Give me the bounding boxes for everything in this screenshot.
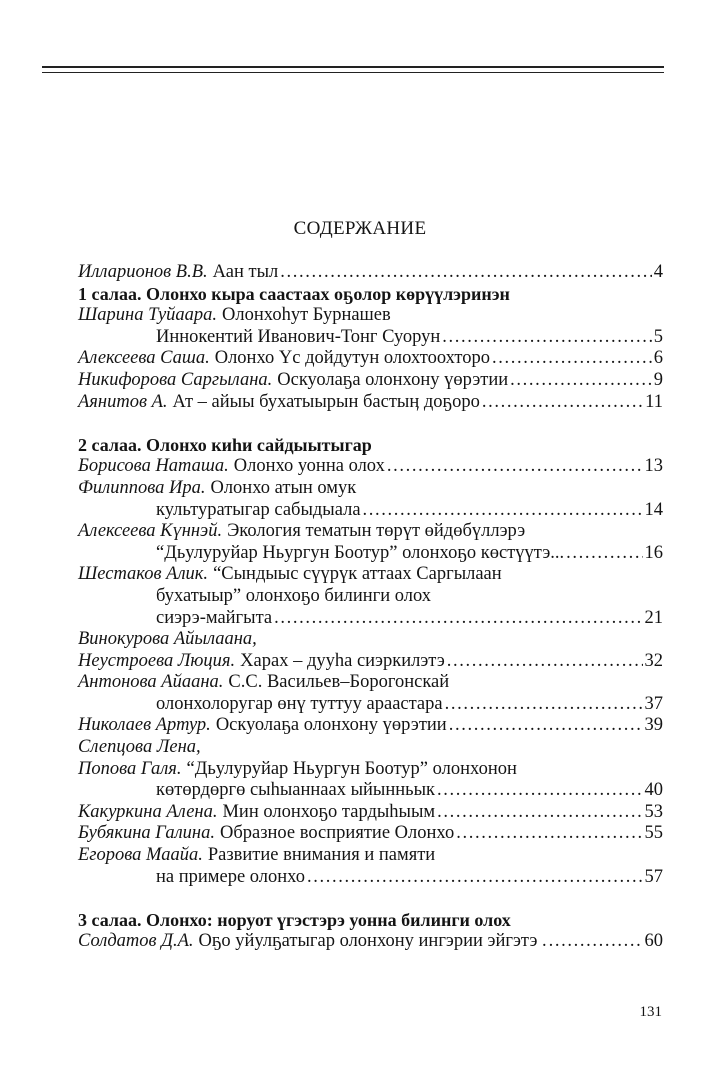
entry-title: Оҕо уйулҕатыгар олонхону ингэрии эйгэтэ . — [198, 931, 547, 952]
entry-page: 32 — [644, 650, 663, 671]
toc-entry — [78, 651, 663, 673]
entry-author: Никифорова Саргылана. — [78, 369, 273, 390]
entry-title: Ат – айыы бухатыырын бастыӊ доҕоро — [172, 391, 480, 412]
entry-title: Мин олонхоҕо тардыһыым — [222, 801, 436, 822]
entry-title: Аан тыл — [212, 262, 279, 282]
entry-title: Олонхо уонна олох — [233, 456, 385, 477]
toc-entry — [78, 262, 663, 284]
toc-entry — [78, 500, 663, 522]
toc-entry — [78, 672, 663, 694]
dot-leader — [307, 867, 643, 889]
entry-author: Бубякина Галина. — [78, 823, 215, 844]
entry-title: сиэрэ-майгыта — [156, 607, 273, 628]
entry-author: Николаев Артур. — [78, 715, 211, 736]
entry-author: Антонова Айаана. — [78, 672, 224, 693]
dot-leader — [445, 694, 643, 716]
entry-author: Аянитов А. — [78, 391, 168, 412]
toc-entry — [78, 802, 663, 824]
entry-page: 14 — [644, 499, 663, 520]
entry-author: Шестаков Алик. — [78, 564, 209, 585]
entry-author: Попова Галя. — [78, 758, 182, 779]
entry-title: олонхолоругар өнү туттуу араастара — [156, 693, 443, 714]
entry-author: Винокурова Айылаана, — [78, 629, 257, 650]
entry-author: Алексеева Саша. — [78, 348, 210, 369]
entry-title: Экология тематын төрүт өйдөбүллэрэ — [227, 521, 526, 542]
entry-author: Шарина Туйаара. — [78, 305, 218, 326]
toc-entry — [78, 780, 663, 802]
entry-page: 13 — [644, 456, 663, 477]
dot-leader — [549, 931, 643, 953]
entry-title: “Дьулуруйар Ньургун Боотур” олонхоҕо көстүүтэ... — [156, 542, 565, 563]
dot-leader — [449, 715, 643, 737]
entry-title: Оскуолаҕа олонхону үөрэтии — [215, 715, 447, 736]
dot-leader — [387, 456, 643, 478]
table-of-contents — [78, 262, 663, 953]
toc-entry — [78, 392, 663, 414]
toc-entry — [78, 823, 663, 845]
entry-page: 55 — [644, 823, 663, 844]
top-rule-thin — [42, 72, 664, 73]
section-heading — [78, 910, 663, 932]
entry-author: Илларионов В.В. — [78, 262, 208, 282]
dot-leader — [482, 392, 643, 414]
entry-title: культуратыгар сабыдыала — [156, 499, 361, 520]
entry-page: 53 — [644, 801, 663, 822]
entry-title: көтөрдөргө сыһыаннаах ыйынньык — [156, 780, 435, 801]
entry-page: 5 — [653, 326, 663, 347]
entry-page: 39 — [644, 715, 663, 736]
entry-author: Солдатов Д.А. — [78, 931, 194, 952]
toc-entry — [78, 931, 663, 953]
entry-page: 9 — [653, 369, 663, 390]
toc-entry — [78, 867, 663, 889]
entry-title: “Сындыыс сүүрүк аттаах Саргылаан — [213, 564, 502, 585]
entry-page: 4 — [653, 262, 663, 282]
entry-page: 6 — [653, 348, 663, 369]
dot-leader — [437, 780, 643, 802]
dot-leader — [442, 327, 652, 349]
entry-title: Оскуолаҕа олонхону үөрэтии — [277, 369, 509, 390]
entry-author: Алексеева Күннэй. — [78, 521, 223, 542]
entry-title: бухатыыр” олонхоҕо билинги олох — [156, 585, 432, 606]
dot-leader — [437, 802, 642, 824]
entry-title: Развитие внимания и памяти — [207, 845, 436, 866]
toc-entry — [78, 456, 663, 478]
entry-title: “Дьулуруйар Ньургун Боотур” олонхонон — [186, 758, 517, 779]
toc-entry — [78, 478, 663, 500]
toc-entry — [78, 370, 663, 392]
entry-title: Олонхо Үс дойдутун олохтоохторо — [214, 348, 490, 369]
toc-entry — [78, 348, 663, 370]
dot-leader — [447, 651, 643, 673]
entry-author: Филиппова Ира. — [78, 477, 206, 498]
toc-entry — [78, 845, 663, 867]
top-rule-thick — [42, 66, 664, 68]
section-heading — [78, 284, 663, 306]
toc-entry — [78, 543, 663, 565]
entry-page: 11 — [645, 391, 663, 412]
toc-entry — [78, 305, 663, 327]
dot-leader — [510, 370, 652, 392]
entry-page: 40 — [644, 780, 663, 801]
toc-entry — [78, 694, 663, 716]
entry-title: Иннокентий Иванович-Тонг Суорун — [156, 326, 441, 347]
entry-author: Неустроева Люция. — [78, 650, 236, 671]
toc-entry — [78, 586, 663, 608]
entry-author: Какуркина Алена. — [78, 801, 218, 822]
section-heading-text: 3 салаа. Олонхо: норуот үгэстэрэ уонна билинги олох — [78, 909, 511, 930]
toc-entry — [78, 608, 663, 630]
page-number: 131 — [639, 1004, 662, 1020]
entry-title: Образное восприятие Олонхо — [219, 823, 455, 844]
toc-entry — [78, 564, 663, 586]
entry-page: 57 — [644, 866, 663, 887]
dot-leader — [566, 543, 642, 565]
dot-leader — [492, 348, 652, 370]
entry-title: Харах – дууһа сиэркилэтэ — [240, 650, 445, 671]
dot-leader — [280, 262, 651, 284]
section-heading — [78, 435, 663, 457]
entry-title: С.С. Васильев–Борогонскай — [228, 672, 450, 693]
toc-entry — [78, 715, 663, 737]
toc-entry — [78, 327, 663, 349]
entry-author: Слепцова Лена, — [78, 737, 201, 758]
section-heading-text: 2 салаа. Олонхо киһи сайдыытыгар — [78, 434, 372, 455]
dot-leader — [456, 823, 642, 845]
entry-author: Егорова Маайа. — [78, 845, 203, 866]
entry-author: Борисова Наташа. — [78, 456, 229, 477]
entry-title: Олонхоһут Бурнашев — [222, 305, 391, 326]
toc-entry — [78, 737, 663, 759]
dot-leader — [274, 608, 642, 630]
entry-page: 21 — [644, 607, 663, 628]
toc-entry — [78, 521, 663, 543]
entry-title: Олонхо атын омук — [210, 477, 357, 498]
section-heading-text: 1 салаа. Олонхо кыра саастаах оҕолор көрүүлэринэн — [78, 283, 510, 304]
entry-title: на примере олонхо — [156, 866, 305, 887]
section-gap — [78, 413, 663, 435]
dot-leader — [363, 500, 643, 522]
entry-page: 60 — [644, 931, 663, 952]
entry-page: 37 — [644, 693, 663, 714]
toc-entry — [78, 759, 663, 781]
section-gap — [78, 888, 663, 910]
toc-entry — [78, 629, 663, 651]
page-title: СОДЕРЖАНИЕ — [293, 218, 427, 239]
entry-page: 16 — [644, 542, 663, 563]
